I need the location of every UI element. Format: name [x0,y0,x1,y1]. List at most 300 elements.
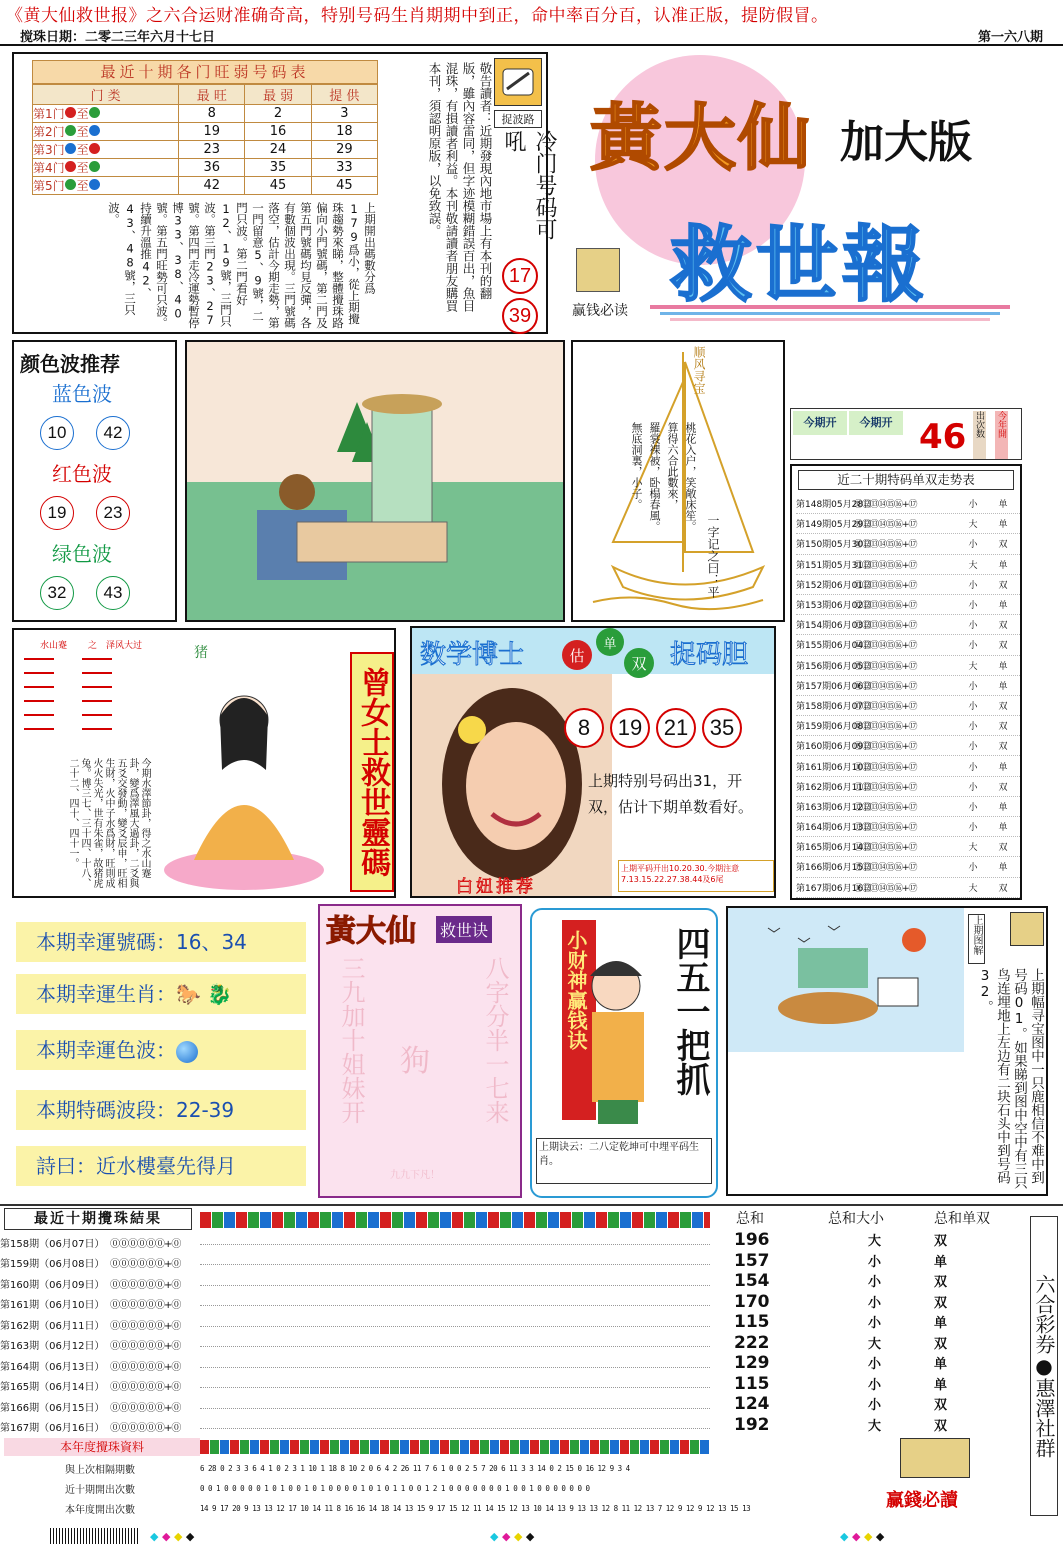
door-table [32,84,378,195]
top-banner [0,0,1063,26]
result-row [0,1294,710,1315]
trend-size: 小 [968,742,978,753]
ball-icon [65,107,76,118]
col-header: 门 类 [33,85,179,105]
result-row [0,1335,710,1356]
lucky-panel [12,910,312,1190]
special-note: 出次数 [973,411,986,459]
trend-oddeven: 单 [998,823,1008,834]
result-row [0,1417,710,1438]
special-value: 46 [919,417,967,457]
deer-panel [726,906,1048,1196]
trend-size: 大 [968,883,978,894]
sum-sum: 157 [734,1250,770,1271]
lucky-range: 本期特碼波段：22-39 [16,1090,306,1130]
hex-top1: 水山蹇 [40,641,68,651]
analysis-text: 上期開出碼數分爲179爲小，從上期攪珠趨勢來睇，整體攪珠路偏向小門號碼，第二門及第五門號碼均見反彈，各有數個波出現。三門號碼落空，估計今期走勢，第一門留意5、9號，二門只波。第二門看好12、19號，三門只波。第三門23、27號。第四門走冷運勢暫停博33、38、40號。第五門旺勢可只波。持續升溫推42、43、48號，三只波。 [107,202,377,329]
wave-number: 42 [96,416,130,450]
result-balls: ⓪⓪⓪⓪⓪⓪+⓪ [110,1259,181,1271]
year-label: 近十期開出次數 [65,1484,135,1496]
this-open-label: 今期开 [793,411,847,435]
hexagram-panel [12,628,396,898]
math-note: 上期平码开出10.20.30.今期注意7.13.15.22.27.38.44及6尾 [618,860,774,892]
sum-sum: 154 [734,1271,770,1291]
lucky-poem: 詩曰：近水樓臺先得月 [16,1146,306,1186]
result-row [0,1376,710,1397]
result-row [0,1314,710,1335]
result-issue: 第167期（06月16日） [0,1423,105,1435]
dragon-icon: 🐉 [207,982,233,1006]
sum-oe: 双 [934,1398,948,1413]
trend-oddeven: 双 [998,782,1008,793]
trend-balls: ⑪⑫⑬⑭⑮⑯+⑰ [854,580,917,591]
door-cell [33,141,179,159]
trend-size: 大 [968,520,978,531]
special-box [790,408,1022,460]
sum-size: 小 [868,1398,882,1413]
trend-row [796,696,1020,716]
result-balls: ⓪⓪⓪⓪⓪⓪+⓪ [110,1279,181,1291]
year-title: 本年度攪珠資料 [4,1438,200,1456]
boat-poem: 一字记之曰：平 [706,514,720,598]
trend-issue: 第156期06月05日 [796,661,873,672]
boy-note: 上期诀云：二八定乾坤可中埋平码生肖。 [536,1138,712,1184]
trend-issue: 第152期06月01日 [796,580,873,591]
notice-text: 敬告讀者：近期發現內地市場上有本刊的翻版，雖內容雷同，但字迹模糊錯誤百出，魚目混珠，有損讀者利益。本刊敬請讀者朋友購買本刊，須認明原版，以免致誤。 [427,62,493,312]
secret-center: 狗 [400,1044,430,1079]
trend-oddeven: 单 [998,661,1008,672]
hex-side-title: 曾女士救世靈碼 [350,652,394,892]
hex-top3: 泽风大过 [106,641,143,651]
result-grid [200,1387,710,1388]
trend-oddeven: 双 [998,742,1008,753]
boy-panel [530,908,718,1198]
sage-illustration [187,342,563,620]
result-balls: ⓪⓪⓪⓪⓪⓪+⓪ [110,1238,181,1250]
ball-odd: 单 [596,628,624,656]
ball-header [200,1212,710,1228]
trend-balls: ⑪⑫⑬⑭⑮⑯+⑰ [854,843,917,854]
trend-issue: 第150期05月30日 [796,540,873,551]
door-label: 第3门 [33,143,65,157]
sum-size: 大 [868,1234,882,1249]
trend-balls: ⑪⑫⑬⑭⑮⑯+⑰ [854,722,917,733]
door-cell [33,159,179,177]
result-grid [200,1285,710,1286]
door-cold: 24 [245,141,311,159]
trend-row [796,857,1020,877]
math-text: 上期特别号码出31，开双，估计下期单数看好。 [588,772,754,816]
blue-ball-icon [176,1041,198,1063]
sum-row [718,1394,1028,1415]
boat-line: 桃花入户，笑敞床笙。 [684,422,697,532]
result-row [0,1232,710,1253]
deer-hand-icon [1010,912,1044,946]
trend-oddeven: 单 [998,601,1008,612]
trend-size: 大 [968,560,978,571]
trend-issue: 第149期05月29日 [796,520,873,531]
trend-panel [790,464,1022,900]
boat-panel [571,340,785,622]
year-row [0,1498,751,1518]
cold-number: 39 [502,298,538,334]
result-grid [200,1346,710,1347]
ball-icon [65,161,76,172]
sum-oe: 单 [934,1316,948,1331]
trend-balls: ⑪⑫⑬⑭⑮⑯+⑰ [854,641,917,652]
sum-sum: 115 [734,1312,770,1332]
trend-oddeven: 单 [998,863,1008,874]
door-cell [33,105,179,123]
cold-title: 冷门号码可吼 [501,130,557,240]
math-title-right: 捉码胆 [670,640,749,670]
trend-balls: ⑪⑫⑬⑭⑮⑯+⑰ [854,540,917,551]
secret-left: 三九加十姐妹开 [337,956,365,1124]
lucky-zodiac-text: 本期幸運生肖： [36,982,176,1006]
trend-title: 近二十期特码单双走势表 [798,470,1014,490]
trend-row [796,656,1020,676]
door-table-title: 最近十期各门旺弱号码表 [32,60,378,84]
result-grid [200,1367,710,1368]
trend-size: 小 [968,782,978,793]
year-values: 14 9 17 20 9 13 13 12 17 10 14 11 8 16 16 14 18 14 13 15 9 17 15 12 11 14 15 12 13 10 14 13 9 13 13 12 8 11 12 13 7 12 9 12 9 12 13 15 13 [200,1503,751,1513]
ball-icon [89,107,100,118]
wave-number: 43 [96,576,130,610]
door-cell [33,177,179,195]
result-grid [200,1244,710,1245]
trend-issue: 第162期06月11日 [796,782,873,793]
sum-oe: 单 [934,1377,948,1393]
result-balls: ⓪⓪⓪⓪⓪⓪+⓪ [110,1320,181,1332]
wave-number: 10 [40,416,74,450]
door-hot: 8 [179,105,245,123]
registration-marks-right: ◆ ◆ ◆ ◆ [840,1530,885,1543]
trend-row [796,797,1020,817]
draw-date: 搅珠日期：二零二三年六月十七日 [20,30,216,45]
trend-oddeven: 单 [998,802,1008,813]
result-balls: ⓪⓪⓪⓪⓪⓪+⓪ [110,1423,181,1435]
door-hot: 19 [179,123,245,141]
trend-size: 小 [968,681,978,692]
door-row [33,159,378,177]
result-grid [200,1264,710,1265]
lucky-color [16,1030,306,1070]
boat-verses [627,422,699,552]
lady-illustration [154,660,334,890]
logo-paper: 救世報 [670,218,929,313]
deer-label: 上期图解 [968,914,985,964]
sum-row [718,1271,1028,1292]
trend-oddeven: 双 [998,722,1008,733]
sum-oe: 单 [934,1357,948,1372]
trend-issue: 第153期06月02日 [796,601,873,612]
wave-number: 32 [40,576,74,610]
year-label: 與上次相隔期數 [65,1464,135,1476]
stamp-text: 赢錢必讀 [886,1490,958,1511]
trend-row [796,878,1020,898]
trend-oddeven: 单 [998,762,1008,773]
result-row [0,1273,710,1294]
trend-balls: ⑪⑫⑬⑭⑮⑯+⑰ [854,742,917,753]
trend-issue: 第166期06月15日 [796,863,873,874]
sum-sum: 196 [734,1230,770,1250]
sum-oe: 双 [934,1295,948,1311]
trend-size: 小 [968,641,978,652]
door-row [33,123,378,141]
secret-title-a: 黃大仙 [326,914,416,949]
wave-name: 绿色波 [52,542,112,566]
ball-icon [89,143,100,154]
door-to: 至 [76,179,89,193]
trend-size: 小 [968,802,978,813]
result-issue: 第166期（06月15日） [0,1402,105,1414]
trend-row [796,716,1020,736]
hex-top2: 之 [88,641,98,651]
result-issue: 第161期（06月10日） [0,1300,105,1312]
sum-header: 总和单双 [934,1211,990,1227]
result-row [0,1355,710,1376]
result-grid [200,1305,710,1306]
horse-icon: 🐎 [176,982,201,1006]
door-cold: 35 [245,159,311,177]
trend-row [796,817,1020,837]
barcode [50,1528,140,1544]
trend-issue: 第165期06月14日 [796,843,873,854]
boy-illustration [538,916,658,1136]
trend-row [796,615,1020,635]
result-grid [200,1326,710,1327]
result-balls: ⓪⓪⓪⓪⓪⓪+⓪ [110,1402,181,1414]
trend-row [796,736,1020,756]
ball-icon [89,125,100,136]
math-panel [410,626,776,898]
door-hot: 23 [179,141,245,159]
result-issue: 第165期（06月14日） [0,1382,105,1394]
logo-sub: 加大版 [840,117,972,168]
sage-picture [185,340,565,622]
door-to: 至 [76,143,89,157]
trend-issue: 第164期06月13日 [796,823,873,834]
door-cell [33,123,179,141]
boat-line: 羅裳裸被，卧榻春風。 [648,422,661,532]
result-balls: ⓪⓪⓪⓪⓪⓪+⓪ [110,1341,181,1353]
boat-title: 顺风寻宝 [692,346,706,394]
registration-marks-mid: ◆ ◆ ◆ ◆ [490,1530,535,1543]
trend-oddeven: 双 [998,621,1008,632]
trend-row [796,635,1020,655]
door-offer: 33 [311,159,377,177]
trend-balls: ⑪⑫⑬⑭⑮⑯+⑰ [854,621,917,632]
trend-balls: ⑪⑫⑬⑭⑮⑯+⑰ [854,762,917,773]
masthead [560,50,1020,330]
trend-size: 大 [968,661,978,672]
year-ball-header [200,1440,710,1454]
sum-row [718,1353,1028,1374]
trend-balls: ⑪⑫⑬⑭⑮⑯+⑰ [854,883,917,894]
col-header: 最 旺 [179,85,245,105]
trend-size: 小 [968,621,978,632]
trend-oddeven: 双 [998,843,1008,854]
ball-even: 双 [624,648,654,678]
col-header: 最 弱 [245,85,311,105]
sum-oe: 双 [934,1418,948,1434]
trend-balls: ⑪⑫⑬⑭⑮⑯+⑰ [854,823,917,834]
trend-issue: 第159期06月08日 [796,722,873,733]
door-to: 至 [76,161,89,175]
sum-size: 小 [868,1275,882,1290]
trend-size: 小 [968,601,978,612]
sum-size: 小 [868,1377,882,1393]
lucky-num: 本期幸運號碼：16、34 [16,922,306,962]
result-issue: 第164期（06月13日） [0,1361,105,1373]
results-title: 最近十期攪珠結果 [4,1208,192,1230]
trend-row [796,837,1020,857]
trend-oddeven: 单 [998,520,1008,531]
boy-scroll: 小财神赢钱诀 [564,930,588,1050]
color-wave-title: 颜色波推荐 [20,352,120,376]
secret-foot: 九九下凡！ [390,1170,440,1181]
logo-tag: 赢钱必读 [572,303,628,319]
trend-issue: 第154期06月03日 [796,621,873,632]
door-label: 第4门 [33,161,65,175]
result-grid [200,1428,710,1429]
sum-sum: 129 [734,1353,770,1373]
trend-issue: 第157期06月06日 [796,681,873,692]
trend-size: 大 [968,843,978,854]
trend-oddeven: 双 [998,641,1008,652]
sum-sum: 170 [734,1291,770,1312]
sum-size: 小 [868,1254,882,1270]
result-row [0,1396,710,1417]
side-slogan: 六合彩券●惠澤社群 [1030,1216,1058,1516]
trend-issue: 第148期05月28日 [796,500,873,511]
year-label: 本年度開出次數 [65,1504,135,1516]
trend-balls: ⑪⑫⑬⑭⑮⑯+⑰ [854,520,917,531]
sum-header: 总和 [736,1211,764,1227]
sum-oe: 双 [934,1275,948,1290]
boy-motto: 四五一把抓 [670,926,710,1096]
door-to: 至 [76,107,89,121]
trend-balls: ⑪⑫⑬⑭⑮⑯+⑰ [854,500,917,511]
sum-row [718,1415,1028,1436]
wave-name: 红色波 [52,462,112,486]
result-balls: ⓪⓪⓪⓪⓪⓪+⓪ [110,1361,181,1373]
date-bar [0,24,1063,46]
registration-marks-left: ◆ ◆ ◆ ◆ [150,1530,195,1543]
trend-oddeven: 双 [998,580,1008,591]
cold-label: 捉波路 [494,110,542,128]
hand-icon [494,58,542,106]
trend-balls: ⑪⑫⑬⑭⑮⑯+⑰ [854,701,917,712]
logo-main: 黃大仙 [590,96,813,180]
trend-balls: ⑪⑫⑬⑭⑮⑯+⑰ [854,601,917,612]
trend-oddeven: 双 [998,701,1008,712]
boat-line: 算得六合此數來， [666,422,679,510]
issue-number: 第一六八期 [977,30,1043,45]
year-values: 0 0 1 0 0 0 0 0 1 0 1 0 0 1 0 1 0 0 0 0 1 0 1 0 1 1 0 0 1 2 1 0 0 0 0 0 0 0 1 0 0 1 0 0 0 0 0 0 0 [200,1483,590,1493]
ball-icon [65,143,76,154]
door-hot: 42 [179,177,245,195]
sum-row [718,1251,1028,1272]
trend-issue: 第158期06月07日 [796,701,873,712]
money-stamp-icon [900,1438,970,1478]
math-number: 8 [564,708,604,748]
this-open-label-2: 今期开 [849,411,903,435]
trend-balls: ⑪⑫⑬⑭⑮⑯+⑰ [854,560,917,571]
trend-size: 小 [968,722,978,733]
trend-issue: 第161期06月10日 [796,762,873,773]
result-issue: 第158期（06月07日） [0,1238,105,1250]
trend-issue: 第163期06月12日 [796,802,873,813]
math-footer: 白妞推荐 [456,877,536,897]
trend-row [796,534,1020,554]
trend-size: 小 [968,823,978,834]
special-year: 今年開 [995,411,1008,459]
trend-size: 小 [968,580,978,591]
hexagram-lines [22,652,132,752]
trend-issue: 第151期05月31日 [796,560,873,571]
sum-row [718,1333,1028,1354]
trend-size: 小 [968,863,978,874]
sum-oe: 双 [934,1336,948,1352]
lucky-zodiac [16,974,306,1014]
trend-balls: ⑪⑫⑬⑭⑮⑯+⑰ [854,863,917,874]
result-issue: 第159期（06月08日） [0,1259,105,1271]
trend-oddeven: 双 [998,883,1008,894]
sum-headers [718,1208,1028,1228]
trend-row [796,595,1020,615]
trend-issue: 第160期06月09日 [796,742,873,753]
math-number: 19 [610,708,650,748]
col-header: 提 供 [311,85,377,105]
ball-icon [89,179,100,190]
door-row [33,105,378,123]
sum-sum: 222 [734,1332,770,1353]
hex-zodiac: 猪 [194,645,208,661]
color-wave-panel [12,340,177,622]
sum-size: 小 [868,1295,882,1311]
trend-row [796,494,1020,514]
trend-size: 小 [968,762,978,773]
trend-size: 小 [968,500,978,511]
sum-oe: 单 [934,1254,948,1270]
sum-size: 小 [868,1316,882,1331]
deer-text: 上期幅寻宝图中一只鹿相信不难中到号码01。如果睇到图中空中有三只鸟连埋地上左边有二块石头中到号码32。 [977,968,1044,1189]
math-number: 21 [656,708,696,748]
sum-row [718,1230,1028,1251]
deer-illustration [728,908,964,1052]
trend-issue: 第167期06月16日 [796,883,873,894]
door-row [33,141,378,159]
result-grid [200,1408,710,1409]
door-offer: 18 [311,123,377,141]
ball-icon [89,161,100,172]
math-title-left: 数学博士 [420,640,525,670]
trend-oddeven: 单 [998,500,1008,511]
results-panel [0,1204,1063,1524]
ball-icon [65,125,76,136]
trend-size: 小 [968,701,978,712]
sum-row [718,1312,1028,1333]
trend-balls: ⑪⑫⑬⑭⑮⑯+⑰ [854,782,917,793]
year-values: 6 28 0 2 3 3 6 4 1 0 2 3 1 10 1 18 8 10 2 0 6 4 2 26 11 7 6 1 0 0 2 5 7 20 6 11 3 3 14 0 2 15 0 16 12 9 3 4 [200,1463,630,1473]
door-to: 至 [76,125,89,139]
door-offer: 29 [311,141,377,159]
result-row [0,1253,710,1274]
door-label: 第2门 [33,125,65,139]
sum-size: 大 [868,1418,882,1434]
wave-number: 23 [96,496,130,530]
